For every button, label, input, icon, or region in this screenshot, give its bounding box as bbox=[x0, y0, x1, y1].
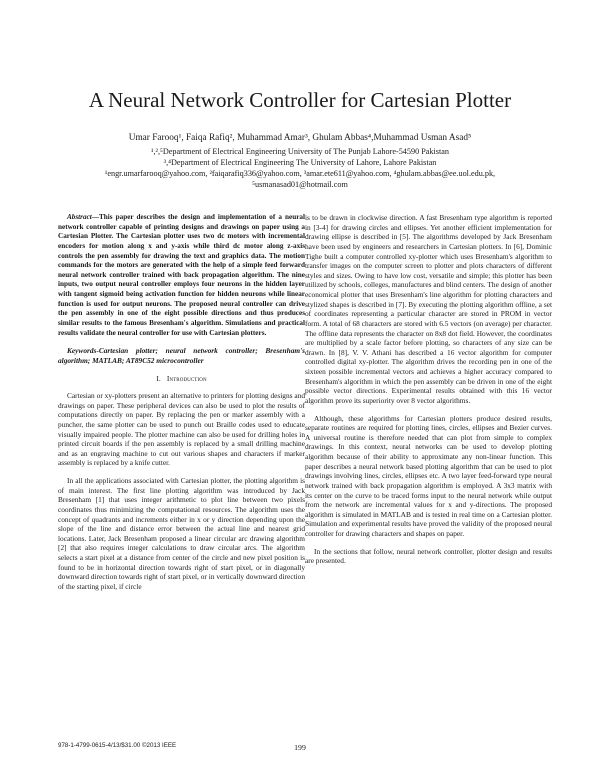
left-column bbox=[58, 213, 305, 592]
affiliation-2: ³,⁴Department of Electrical Engineering The University of Lahore, Lahore Pakistan bbox=[163, 157, 437, 167]
right-column bbox=[305, 213, 552, 566]
intro-paragraph-5: In the sections that follow, neural network controller, plotter design and results are presented. bbox=[305, 546, 552, 566]
author-emails-2: ⁵usmanasad01@hotmail.com bbox=[252, 180, 348, 190]
author-emails-1: ¹engr.umarfarooq@yahoo.com, ²faiqarafiq336@yahoo.com, ³amar.ete611@yahoo.com, ⁴ghulam.abbas@ee.uol.edu.pk, bbox=[104, 168, 496, 178]
intro-paragraph-3: is to be drawn in clockwise direction. A fast Bresenham type algorithm is reported in [3-4] for drawing circles and ellipses. Yet another efficient implementation for drawing ellipse is described in [5]. The algorithms developed by Jack Bresenham have been used by engineers and researchers in Cartesian plotters. In [6], Dominic Tighe built a computer controlled xy-plotter which uses Bresenham's algorithm to transfer images on the computer screen to plotter and plots characters of different styles and sizes. Owing to have low cost, versatile and simple; this plotter has been utilized by schools, colleges, manufactures and blind centers. The design of another economical plotter that uses Bresenham's line algorithm for plotting characters and stylized shapes is described in [7]. By executing the plotting algorithm offline, a set of coordinates representing a particular character are stored in PROM in vector form. A total of 68 characters are stored with 6.5 vectors (on average) per character. The offline data represents the character on 8x8 dot field. However, the coordinates are multiplied by a scale factor before plotting, so characters of any size can be drawn. In [8], V. V. Athani has described a 16 vector algorithm for computer controlled digital xy-plotter. The algorithm drives the recording pen in one of the sixteen possible incremental vectors and achieves a higher accuracy compared to Bresenham's algorithm in which the pen assembly can be driven in one of the eight possible vector directions. Experimental results obtained with this 16 vector algorithm prove its superiority over 8 vector algorithms. bbox=[305, 213, 552, 405]
abstract-label: Abstract bbox=[67, 213, 92, 221]
intro-paragraph-1: Cartesian or xy-plotters present an alternative to printers for plotting designs and drawings on paper. These peripheral devices can also be used to plot the results of computations directly on paper. By replacing the pen or marker assembly with a puncher, the same plotter can be used to punch out Braille codes used to educate visually impaired people. The plotter machine can also be used for drilling holes in printed circuit boards if the pen assembly is replaced by a small drilling machine and as an engraving machine to cut out various shapes and characters if marker assembly is replaced by a knife cutter. bbox=[58, 391, 305, 468]
intro-paragraph-4: Although, these algorithms for Cartesian plotters produce desired results, separate routines are required for plotting lines, circles, ellipses and Bezier curves. A universal routine is therefore needed that can plot from simple to complex drawings. In this context, neural networks can be used to develop plotting algorithm because of their ability to approximate any non-linear function. This paper describes a neural network based plotting algorithm that can be used to plot drawings involving lines, circles, ellipses etc. A two layer feed-forward type neural network trained with back propagation algorithm is employed. A 3x3 matrix with its center on the curve to be traced forms input to the neural network while output from the network are incremental values for x and y-directions. The proposed algorithm is simulated in MATLAB and is tested in real time on a Cartesian plotter. Simulation and experimental results have proved the validity of the proposed neural controller for drawing characters and shapes on paper. bbox=[305, 413, 552, 538]
author-block bbox=[40, 132, 560, 190]
affiliation-1: ¹,²,⁵Department of Electrical Engineering University of The Punjab Lahore-54590 Pakistan bbox=[151, 146, 449, 156]
paper-title: A Neural Network Controller for Cartesian Plotter bbox=[88, 88, 512, 112]
intro-paragraph-2: In all the applications associated with Cartesian plotter, the plotting algorithm is of main interest. The first line plotting algorithm was introduced by Jack Bresenham [1] that uses integer arithmetic to plot line between two pixels coordinates thus minimizing the computational resources. The algorithm uses the concept of quadrants and increments either in x or y direction depending upon the slope of the line and distance error between the actual line and nearest grid locations. Later, Jack Bresenham proposed a linear circular arc drawing algorithm [2] that also requires integer calculations to draw circular arcs. The algorithm selects a start pixel at a distance from center of the circle and new pixel position is found to be in horizontal direction towards right of start pixel, or in diagonally downward direction towards right of start pixel, or in vertically downward direction of the starting pixel, if circle bbox=[58, 476, 305, 591]
page-number: 199 bbox=[294, 743, 306, 752]
author-names: Umar Farooq¹, Faiqa Rafiq², Muhammad Amar³, Ghulam Abbas⁴,Muhammad Usman Asad⁵ bbox=[128, 133, 472, 143]
abstract bbox=[58, 213, 305, 338]
section-title: Introduction bbox=[166, 374, 207, 384]
keywords: Keywords-Cartesian plotter; neural network controller; Bresenham's algorithm; MATLAB; AT89C52 microcontroller bbox=[58, 346, 305, 365]
section-heading-introduction bbox=[58, 374, 305, 384]
section-number: I. bbox=[156, 374, 161, 384]
isbn-footer: 978-1-4799-0615-4/13/$31.00 ©2013 IEEE bbox=[58, 742, 177, 749]
abstract-text: —This paper describes the design and implementation of a neural network controller capable of printing designs and drawings on paper using a Cartesian Plotter. The Cartesian plotter uses two dc motors with incremental encoders for motion along x and y-axis while third dc motor along z-axis controls the pen assembly for drawing the text and graphics data. The motion commands for the motors are generated with the help of a simple feed forward neural network controller trained with back propagation algorithm. The nine inputs, two output neural controller employs four neurons in the hidden layer with tangent sigmoid being activation function for hidden neurons while linear function is used for output neurons. The proposed neural controller can drive the pen assembly in one of the eight possible directions and thus produces similar results to the famous Bresenham's algorithm. Simulations and practical results validate the neural controller for use with Cartesian plotters. bbox=[58, 213, 305, 337]
